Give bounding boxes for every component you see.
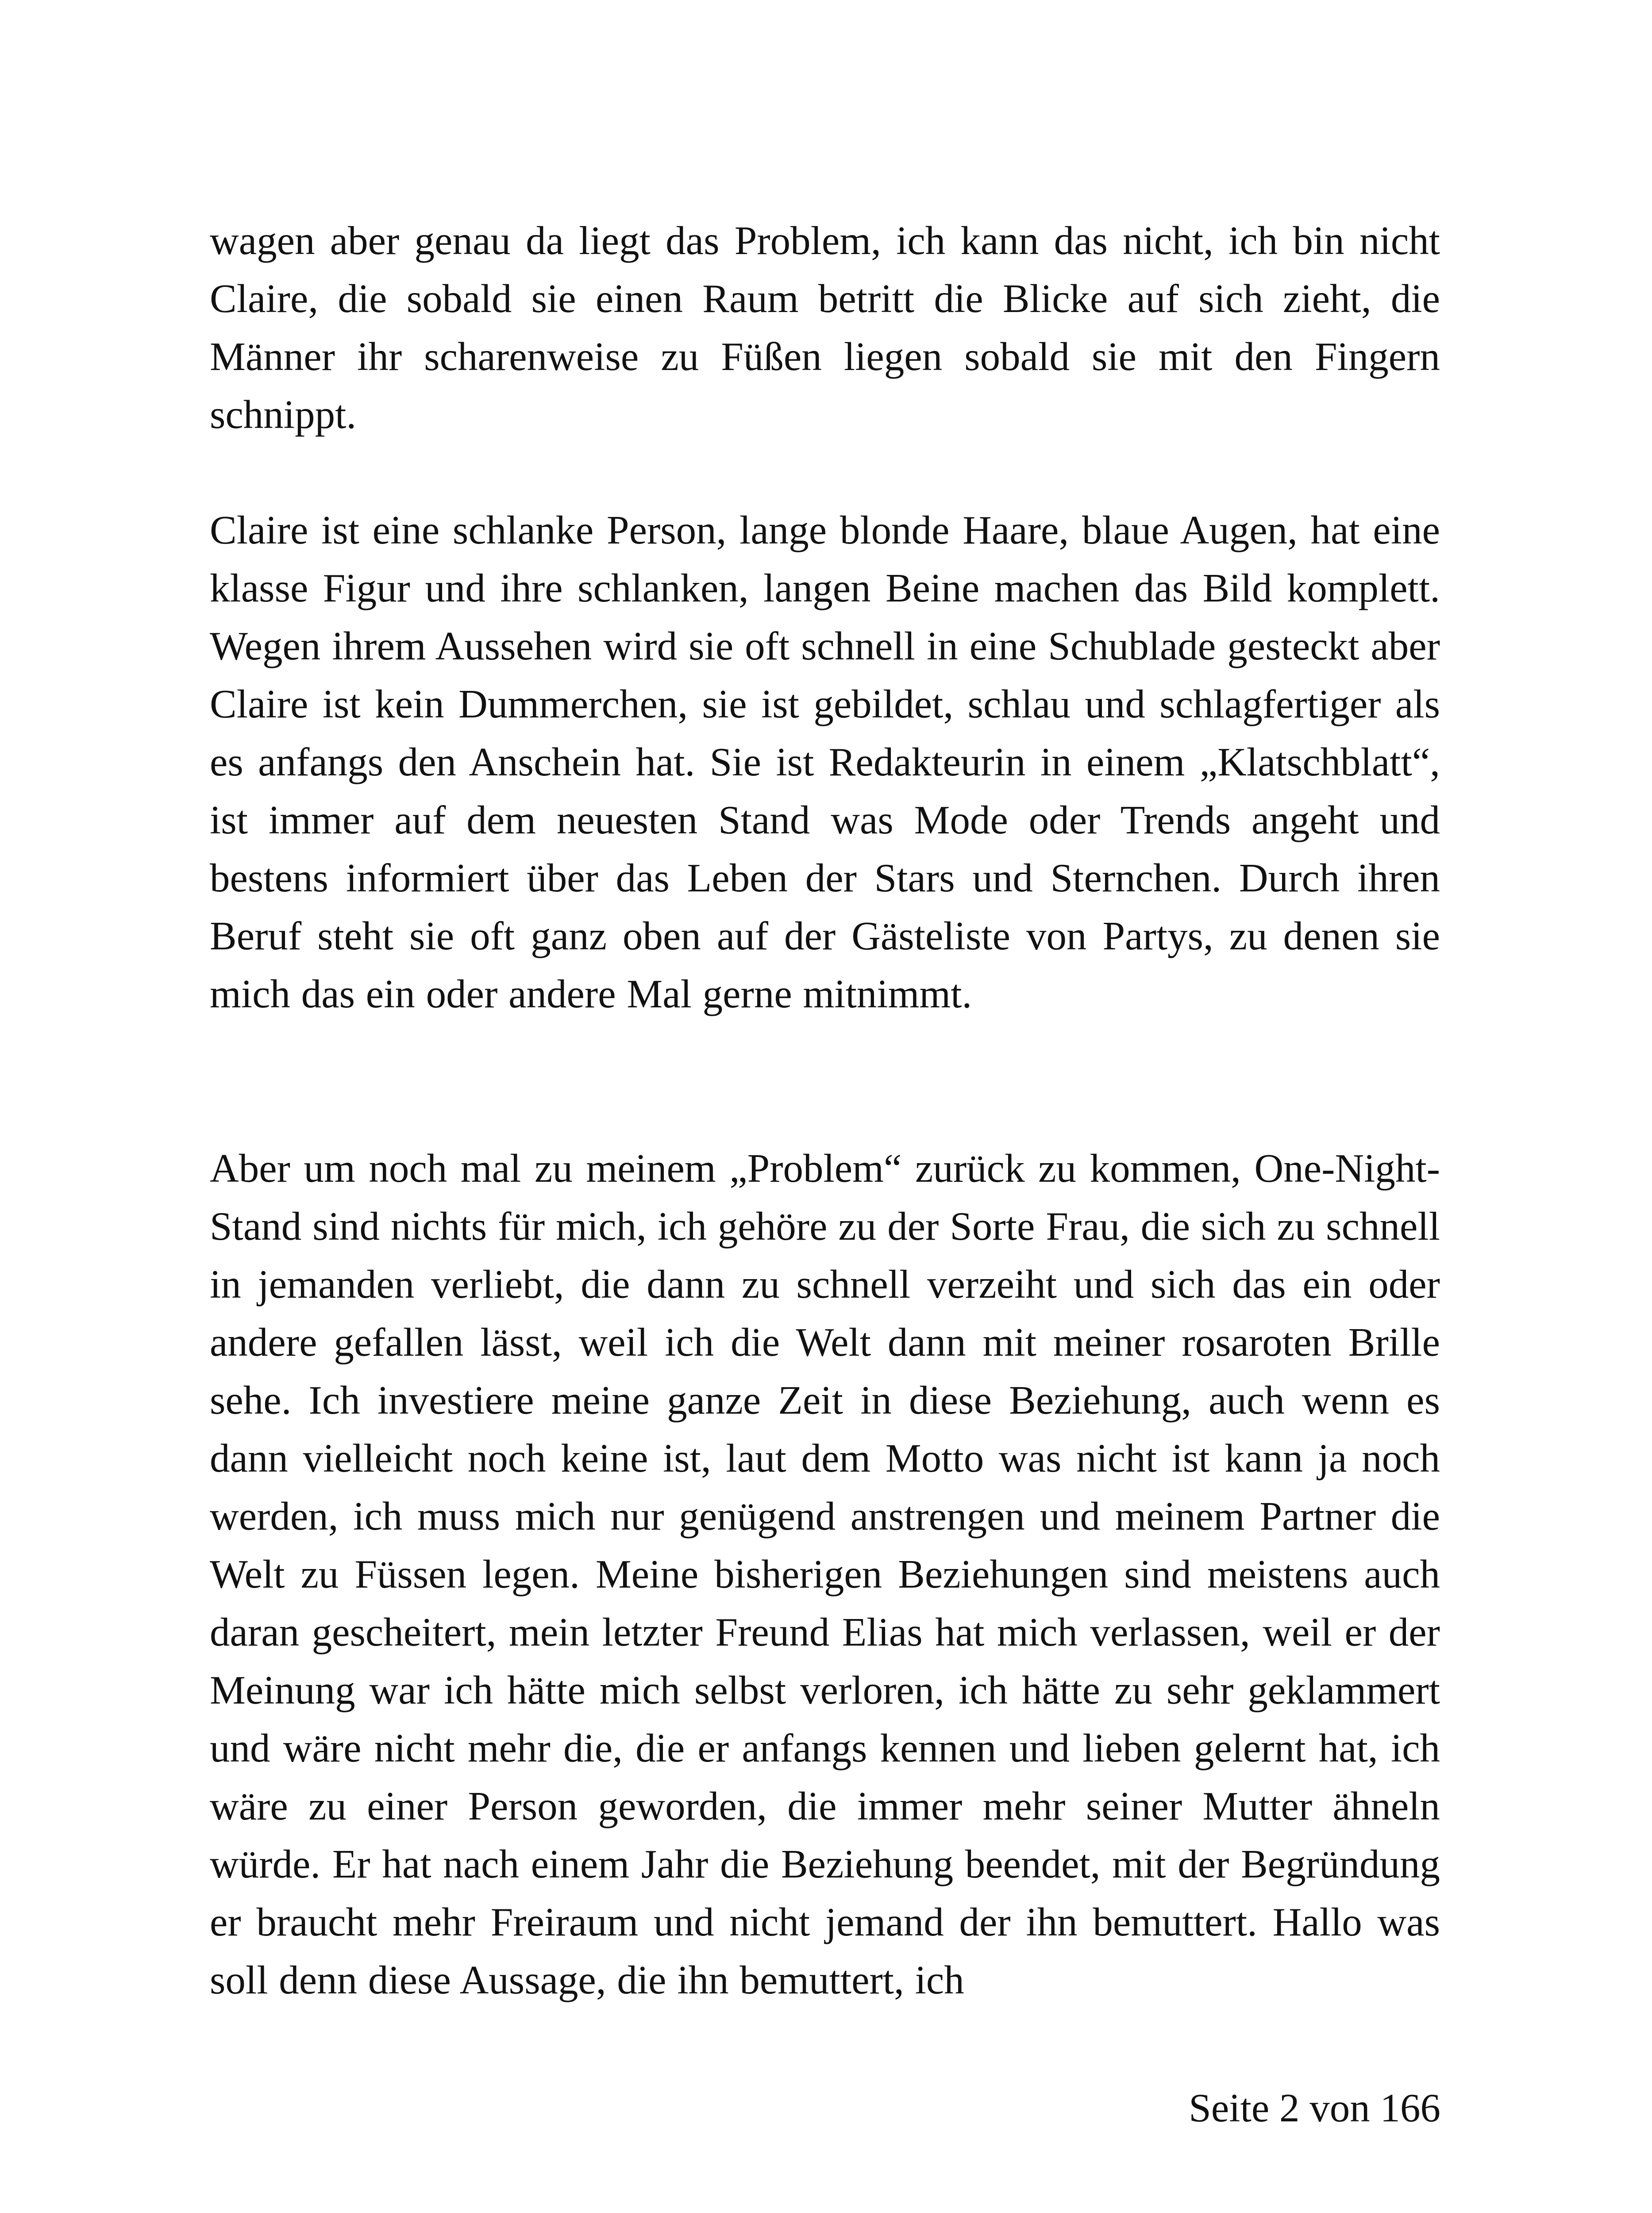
page-number: Seite 2 von 166 [1189,2086,1440,2130]
body-paragraph-1: wagen aber genau da liegt das Problem, ich kann das nicht, ich bin nicht Claire, die sobald sie einen Raum betritt die Blicke auf sich zieht, die Männer ihr scharenweise zu Füßen liegen sobald sie mit den Fingern schnippt. [210,218,1440,437]
body-paragraph-3: Aber um noch mal zu meinem „Problem“ zurück zu kommen, One-Night-Stand sind nichts für mich, ich gehöre zu der Sorte Frau, die sich zu schnell in jemanden verliebt, die dann zu schnell verzeiht und sich das ein oder andere gefallen lässt, weil ich die Welt dann mit meiner rosaroten Brille sehe. Ich investiere meine ganze Zeit in diese Beziehung, auch wenn es dann vielleicht noch keine ist, laut dem Motto was nicht ist kann ja noch werden, ich muss mich nur genügend anstrengen und meinem Partner die Welt zu Füssen legen. Meine bisherigen Beziehungen sind meistens auch daran gescheitert, mein letzter Freund Elias hat mich verlassen, weil er der Meinung war ich hätte mich selbst verloren, ich hätte zu sehr geklammert und wäre nicht mehr die, die er anfangs kennen und lieben gelernt hat, ich wäre zu einer Person geworden, die immer mehr seiner Mutter ähneln würde. Er hat nach einem Jahr die Beziehung beendet, mit der Begründung er braucht mehr Freiraum und nicht jemand der ihn bemuttert. Hallo was soll denn diese Aussage, die ihn bemuttert, ich [210,1146,1440,2002]
body-paragraph-2: Claire ist eine schlanke Person, lange blonde Haare, blaue Augen, hat eine klasse Figur und ihre schlanken, langen Beine machen das Bild komplett. Wegen ihrem Aussehen wird sie oft schnell in eine Schublade gesteckt aber Claire ist kein Dummerchen, sie ist gebildet, schlau und schlagfertiger als es anfangs den Anschein hat. Sie ist Redakteurin in einem „Klatschblatt“, ist immer auf dem neuesten Stand was Mode oder Trends angeht und bestens informiert über das Leben der Stars und Sternchen. Durch ihren Beruf steht sie oft ganz oben auf der Gästeliste von Partys, zu denen sie mich das ein oder andere Mal gerne mitnimmt. [210,508,1440,1016]
